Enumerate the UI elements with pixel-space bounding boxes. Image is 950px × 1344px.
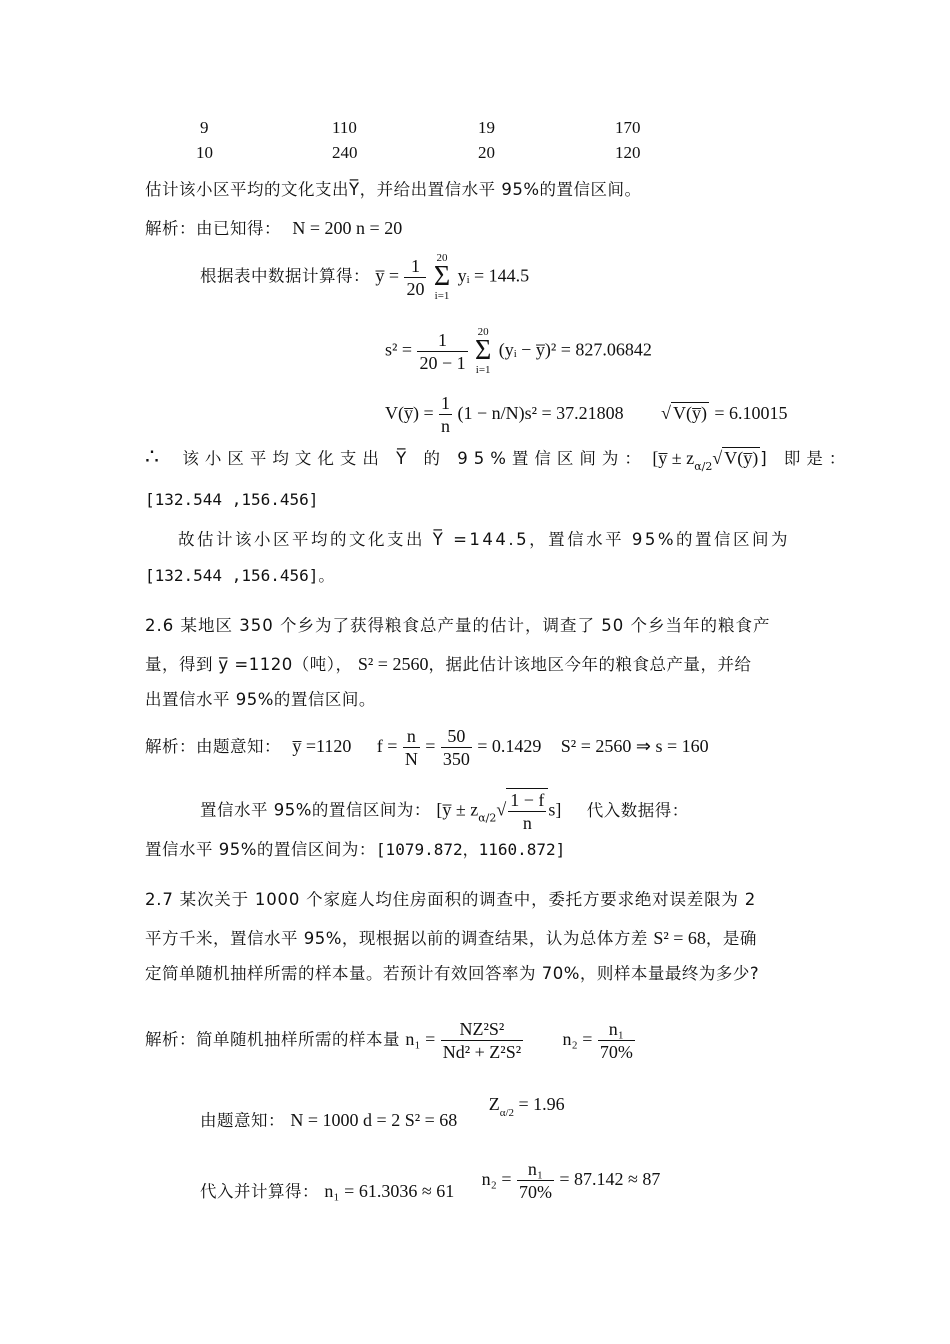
denominator: n bbox=[441, 416, 451, 436]
alpha-subscript: α/2 bbox=[478, 811, 497, 825]
sum-lower: i=1 bbox=[434, 290, 450, 302]
sqrt-body: V(y̅) bbox=[672, 403, 707, 423]
denominator: N bbox=[404, 749, 418, 769]
fraction bbox=[506, 788, 548, 834]
conclusion-text: 故估计该小区平均的文化支出 Y̅ =144.5，置信水平 95%的置信区间为 bbox=[178, 530, 791, 549]
answer-line: 解析：由题意知： y̅ =1120 f = $\frac{n}{N}$ = $\frac{50}{350}$ = 0.1429 S² = 2560 ⇒ s = 160 bbox=[145, 726, 709, 769]
n1-result: n₁ = 61.3036 ≈ 61 bbox=[324, 1181, 455, 1201]
z-label: Z bbox=[488, 1094, 500, 1114]
f-value: = 0.1429 bbox=[477, 736, 542, 756]
formula-lhs: V(y̅) = bbox=[385, 403, 434, 423]
n2-result: = 87.142 ≈ 87 bbox=[559, 1169, 661, 1189]
interval-line: ∴ 该小区平均文化支出 Y̅ 的 95%置信区间为： [y̅ ± $z_{\alpha/2}√$ V(y̅) ] 即是： bbox=[145, 444, 852, 473]
result-line bbox=[145, 838, 565, 862]
numerator: n₁ bbox=[517, 1158, 554, 1181]
sqrt-value: = 6.10015 bbox=[714, 403, 788, 423]
question-fragment: S² = 68 bbox=[653, 928, 706, 948]
numerator: 1 bbox=[441, 393, 451, 413]
answer-label: 解析：简单随机抽样所需的样本量 bbox=[145, 1030, 400, 1049]
table-cell: 240 bbox=[332, 143, 358, 162]
ybar-formula bbox=[200, 252, 529, 302]
question-text bbox=[145, 926, 757, 951]
sum-lower: i=1 bbox=[475, 364, 491, 376]
answer-label: 解析：由已知得： bbox=[145, 219, 281, 238]
question-fragment: S² = 2560 bbox=[357, 654, 429, 674]
denominator: 20 bbox=[406, 278, 425, 299]
denominator: 70% bbox=[518, 1182, 552, 1202]
given-label: 由题意知： bbox=[200, 1111, 285, 1130]
result-values: [1079.872，1160.872] bbox=[375, 840, 566, 859]
interval-label: 该小区平均文化支出 Y̅ 的 95%置信区间为： bbox=[182, 449, 647, 468]
given-values: N = 200 n = 20 bbox=[292, 218, 403, 238]
numerator: 50 bbox=[441, 725, 472, 748]
table-cell: 19 bbox=[478, 118, 495, 137]
numerator: NZ²S² bbox=[441, 1018, 523, 1041]
fraction bbox=[403, 725, 420, 770]
numerator: 1 bbox=[417, 329, 467, 352]
z-result: = 1.96 bbox=[518, 1094, 565, 1114]
table-cell: 170 bbox=[615, 118, 641, 137]
fraction bbox=[417, 329, 467, 374]
formula-lhs: y̅ = bbox=[375, 265, 400, 286]
denominator: Nd² + Z²S² bbox=[442, 1042, 522, 1062]
question-fragment: 量，得到 bbox=[145, 655, 213, 674]
sum-upper: 20 bbox=[477, 326, 489, 338]
sqrt-expression: √ V(y̅) bbox=[661, 403, 707, 423]
f-lhs: f = bbox=[376, 736, 398, 756]
numerator: n₁ bbox=[598, 1018, 635, 1041]
question-fragment: 平方千米，置信水平 95%，现根据以前的调查结果，认为总体方差 bbox=[145, 929, 648, 948]
formula-lhs: s² = bbox=[385, 339, 413, 360]
fraction bbox=[404, 255, 426, 300]
substitute-label: 代入数据得： bbox=[586, 800, 689, 820]
question-text: 2.6 某地区 350 个乡为了获得粮食总产量的估计，调查了 50 个乡当年的粮食产 bbox=[145, 616, 771, 635]
v-formula bbox=[385, 392, 788, 437]
sqrt-body: V(y̅) bbox=[724, 448, 759, 468]
z-value bbox=[488, 1094, 565, 1119]
n1-lhs: n₁ = bbox=[405, 1029, 436, 1049]
s-value: S² = 2560 ⇒ s = 160 bbox=[560, 736, 709, 756]
sum-upper: 20 bbox=[436, 252, 448, 264]
ybar-value: y̅ =1120 bbox=[292, 736, 352, 756]
summation bbox=[475, 326, 491, 376]
calc-line bbox=[200, 1159, 661, 1215]
therefore-symbol: ∴ bbox=[145, 444, 159, 469]
numerator: 1 bbox=[404, 255, 426, 278]
answer-label: 解析：由题意知： bbox=[145, 737, 281, 756]
ci-formula: 置信水平 95%的置信区间为： [y̅ ± $z_{\alpha/2}√$ $\frac{1 - f}{n}$ s] 代入数据得： bbox=[200, 790, 689, 833]
given-line bbox=[200, 1094, 565, 1141]
question-text bbox=[145, 652, 751, 677]
question-fragment: y̅ =1120（吨）， bbox=[218, 655, 353, 674]
formula-rhs: (1 − n/N)s² = 37.21808 bbox=[457, 403, 624, 423]
denominator: 350 bbox=[442, 749, 470, 769]
variance-formula bbox=[385, 326, 652, 376]
formula-rhs: yᵢ = 144.5 bbox=[457, 265, 530, 286]
result-label: 置信水平 95%的置信区间为： bbox=[145, 840, 376, 859]
ci-formula-text: [y̅ ± z bbox=[436, 799, 479, 820]
formula-rhs: (yᵢ − y̅)² = 827.06842 bbox=[498, 339, 652, 360]
question-text: 2.7 某次关于 1000 个家庭人均住房面积的调查中，委托方要求绝对误差限为 2 bbox=[145, 890, 757, 909]
interval-formula: [y̅ ± z bbox=[652, 448, 695, 468]
numerator: n bbox=[403, 725, 420, 748]
fraction bbox=[517, 1158, 554, 1203]
table-cell: 9 bbox=[200, 118, 209, 137]
calc-label: 根据表中数据计算得： bbox=[200, 266, 370, 286]
table-cell: 120 bbox=[615, 143, 641, 162]
denominator: n bbox=[522, 813, 532, 833]
sigma-symbol: Σ bbox=[475, 335, 492, 366]
question-fragment: ，据此估计该地区今年的粮食总产量，并给 bbox=[428, 655, 752, 674]
table-cell: 110 bbox=[332, 118, 357, 137]
question-text: 出置信水平 95%的置信区间。 bbox=[145, 690, 376, 709]
alpha-subscript: α/2 bbox=[499, 1107, 515, 1119]
fraction bbox=[441, 1018, 523, 1063]
ci-label: 置信水平 95%的置信区间为： bbox=[200, 800, 431, 820]
question-text: 估计该小区平均的文化支出Y̅，并给出置信水平 95%的置信区间。 bbox=[145, 180, 642, 199]
conclusion-values: [132.544 ,156.456]。 bbox=[145, 566, 335, 585]
sigma-symbol: Σ bbox=[433, 261, 451, 292]
interval-values: [132.544 ,156.456] bbox=[145, 490, 319, 509]
summation bbox=[434, 252, 450, 302]
question-text: 定简单随机抽样所需的样本量。若预计有效回答率为 70%，则样本量最终为多少? bbox=[145, 964, 760, 983]
denominator: 70% bbox=[599, 1042, 633, 1062]
table-cell: 20 bbox=[478, 143, 495, 162]
numerator: 1 − f bbox=[510, 790, 545, 810]
table-cell: 10 bbox=[196, 143, 213, 162]
alpha-subscript: α/2 bbox=[694, 460, 713, 473]
fraction bbox=[439, 392, 452, 437]
fraction bbox=[441, 725, 472, 770]
n2-lhs: n₂ = bbox=[562, 1029, 593, 1049]
question-fragment: ，是确 bbox=[705, 929, 757, 948]
fraction bbox=[598, 1018, 635, 1063]
interval-tail: ] 即是： bbox=[760, 449, 852, 468]
sample-size-formula bbox=[145, 1018, 635, 1063]
n2-lhs: n₂ = bbox=[481, 1169, 512, 1189]
answer-line bbox=[145, 216, 402, 241]
given-values: N = 1000 d = 2 S² = 68 bbox=[290, 1110, 458, 1130]
ci-tail: s] bbox=[548, 799, 562, 820]
denominator: 20 − 1 bbox=[419, 352, 466, 373]
calc-label: 代入并计算得： bbox=[200, 1182, 319, 1201]
